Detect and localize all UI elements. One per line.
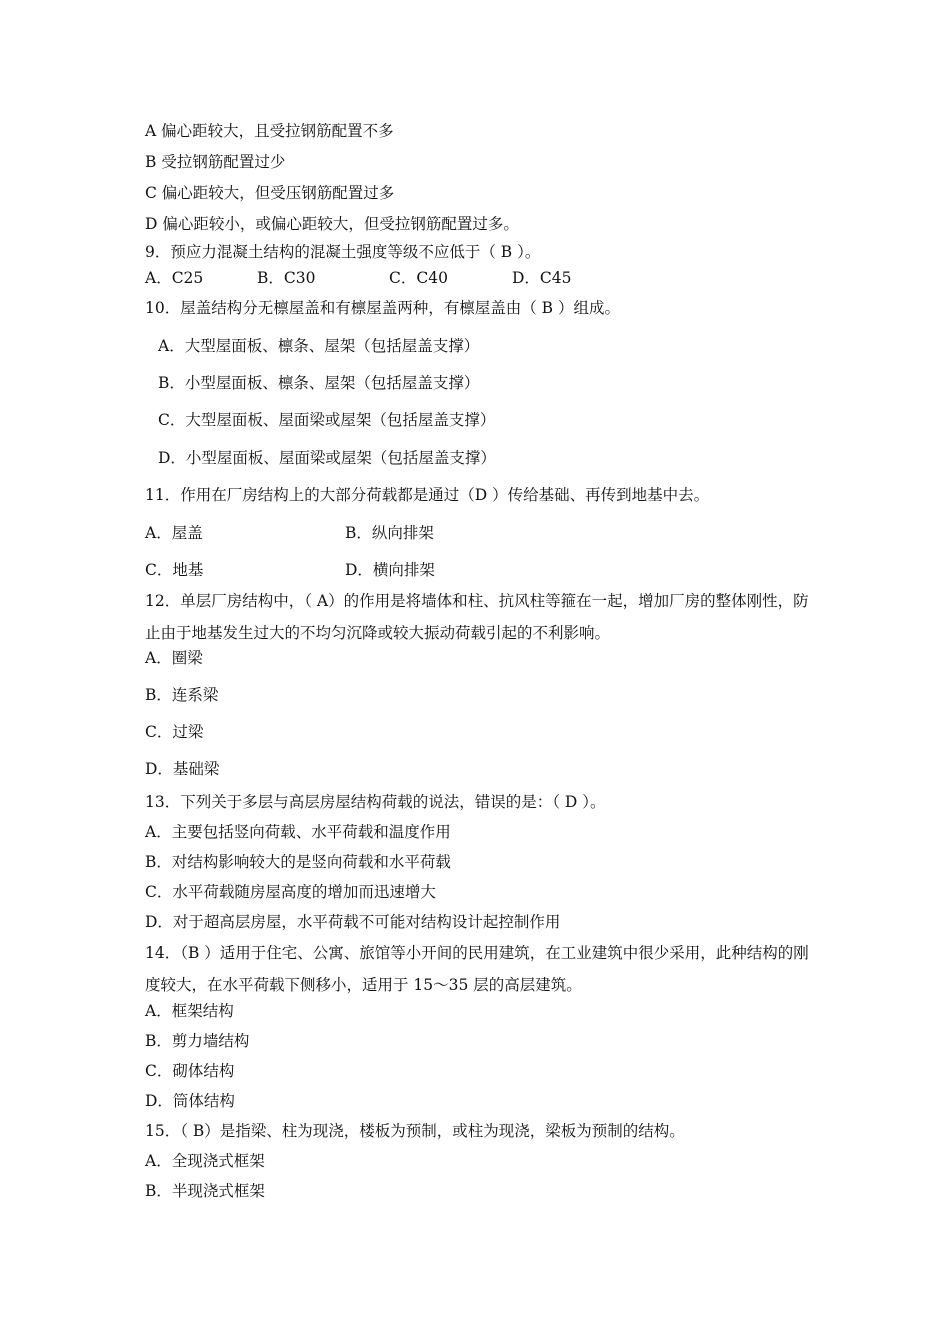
- q9-option-b: B．C30: [257, 269, 316, 287]
- q15-option-a: A．全现浇式框架: [145, 1152, 265, 1170]
- q10-option-c: C．大型屋面板、屋面梁或屋架（包括屋盖支撑）: [158, 411, 496, 429]
- q13-text: 13．下列关于多层与高层房屋结构荷载的说法，错误的是：（ D ）。: [145, 793, 606, 811]
- q11-option-c: C．地基: [145, 561, 204, 579]
- q15-option-b: B．半现浇式框架: [145, 1182, 265, 1200]
- q8-option-d: D 偏心距较小，或偏心距较大，但受拉钢筋配置过多。: [145, 215, 519, 233]
- q12-option-b: B．连系梁: [145, 686, 219, 704]
- q14-text: 14．（B ）适用于住宅、公寓、旅馆等小开间的民用建筑，在工业建筑中很少采用，此种结构的刚度较大，在水平荷载下侧移小，适用于 15～35 层的高层建筑。: [145, 944, 809, 994]
- q11-text: 11．作用在厂房结构上的大部分荷载都是通过（D ）传给基础、再传到地基中去。: [145, 486, 710, 504]
- q13-option-d: D．对于超高层房屋，水平荷载不可能对结构设计起控制作用: [145, 913, 561, 931]
- q14-option-a: A．框架结构: [145, 1002, 234, 1020]
- q11-option-b: B．纵向排架: [345, 524, 434, 542]
- q10-option-a: A．大型屋面板、檩条、屋架（包括屋盖支撑）: [158, 337, 480, 355]
- q14-option-b: B．剪力墙结构: [145, 1032, 250, 1050]
- q13-option-a: A．主要包括竖向荷载、水平荷载和温度作用: [145, 823, 451, 841]
- q11-option-a: A．屋盖: [145, 524, 203, 542]
- q8-option-b: B 受拉钢筋配置过少: [145, 153, 286, 171]
- q12-option-d: D．基础梁: [145, 760, 220, 778]
- q8-option-c: C 偏心距较大，但受压钢筋配置过多: [145, 184, 395, 202]
- q9-option-d: D．C45: [512, 269, 572, 287]
- q9-option-c: C．C40: [389, 269, 448, 287]
- q9-text: 9．预应力混凝土结构的混凝土强度等级不应低于（ B ）。: [145, 243, 541, 261]
- q12-option-c: C．过梁: [145, 723, 204, 741]
- q13-option-c: C．水平荷载随房屋高度的增加而迅速增大: [145, 883, 436, 901]
- q10-option-b: B．小型屋面板、檩条、屋架（包括屋盖支撑）: [158, 374, 480, 392]
- q10-option-d: D．小型屋面板、屋面梁或屋架（包括屋盖支撑）: [158, 449, 496, 467]
- q10-text: 10．屋盖结构分无檩屋盖和有檩屋盖两种，有檩屋盖由（ B ）组成。: [145, 299, 620, 317]
- q11-option-d: D．横向排架: [345, 561, 435, 579]
- q14-option-d: D．筒体结构: [145, 1092, 235, 1110]
- q15-text: 15．（ B）是指梁、柱为现浇，楼板为预制，或柱为现浇，梁板为预制的结构。: [145, 1122, 685, 1140]
- q14-option-c: C．砌体结构: [145, 1062, 235, 1080]
- q13-option-b: B．对结构影响较大的是竖向荷载和水平荷载: [145, 853, 451, 871]
- q12-text: 12．单层厂房结构中，（ A）的作用是将墙体和柱、抗风柱等箍在一起，增加厂房的整体刚性，防止由于地基发生过大的不均匀沉降或较大振动荷载引起的不利影响。: [145, 592, 809, 642]
- q9-option-a: A．C25: [145, 269, 204, 287]
- q12-option-a: A．圈梁: [145, 649, 203, 667]
- q8-option-a: A 偏心距较大，且受拉钢筋配置不多: [145, 122, 394, 140]
